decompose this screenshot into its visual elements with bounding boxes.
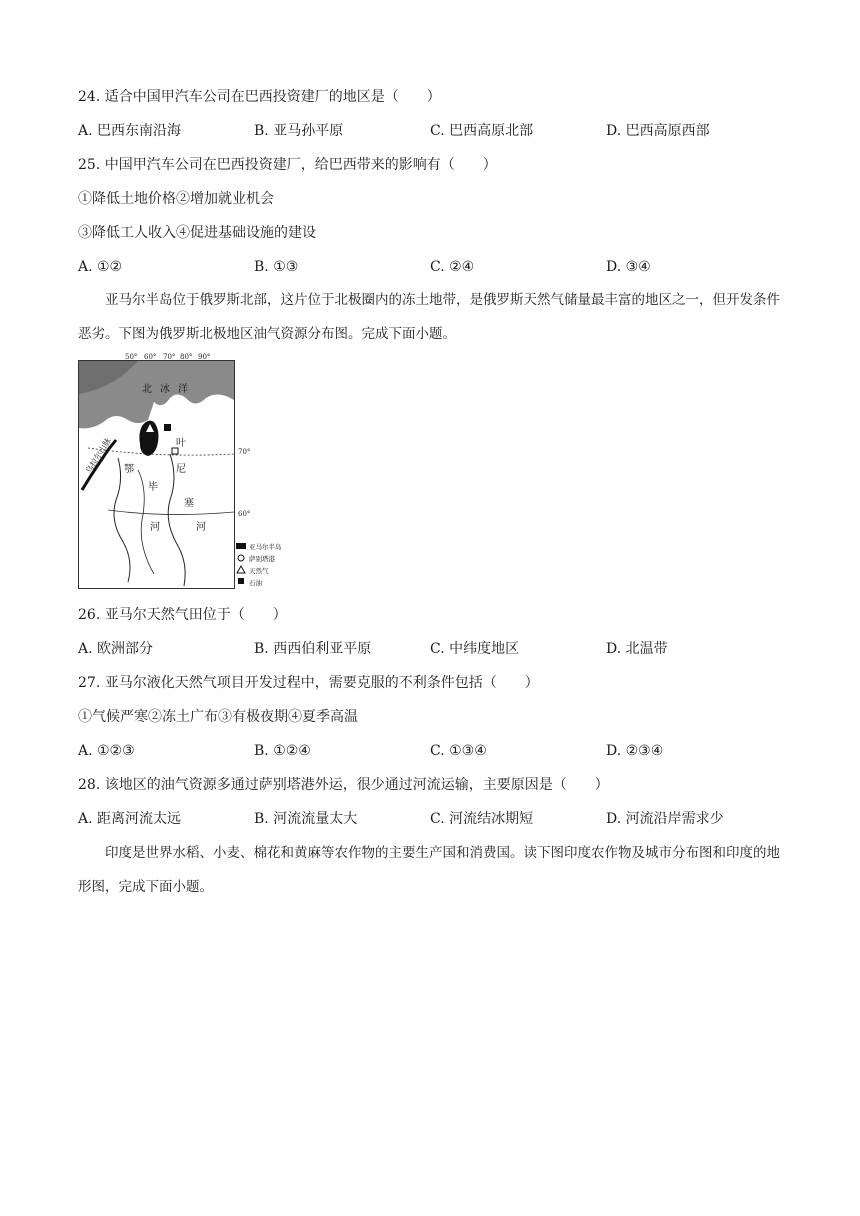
q24-option-c[interactable]: C. 巴西高原北部	[430, 123, 534, 139]
ocean-label: 北	[142, 384, 152, 395]
question-27-stem: 27. 亚马尔液化天然气项目开发过程中，需要克服的不利条件包括（ ）	[78, 675, 539, 691]
q27-option-c[interactable]: C. ①③④	[430, 743, 487, 759]
legend-label: 亚马尔半岛	[249, 543, 282, 551]
q27-statements: ①气候严寒②冻土广布③有极夜期④夏季高温	[78, 709, 358, 725]
q24-option-b[interactable]: B. 亚马孙平原	[254, 123, 344, 139]
q28-option-c[interactable]: C. 河流结冰期短	[430, 811, 534, 827]
legend-label: 石油	[249, 579, 262, 587]
ob-river-label: 鄂	[124, 464, 134, 475]
q27-option-b[interactable]: B. ①②④	[254, 743, 311, 759]
q26-option-a[interactable]: A. 欧洲部分	[78, 641, 154, 657]
legend-oil-icon	[238, 578, 244, 584]
q28-option-d[interactable]: D. 河流沿岸需求少	[606, 811, 724, 827]
q28-option-a[interactable]: A. 距离河流太远	[78, 811, 182, 827]
yenisei-river-label: 塞	[184, 498, 194, 509]
q24-option-a[interactable]: A. 巴西东南沿海	[78, 123, 182, 139]
lat-label: 70°	[238, 448, 251, 456]
q25-option-d[interactable]: D. ③④	[606, 259, 651, 275]
q24-option-d[interactable]: D. 巴西高原西部	[606, 123, 710, 139]
lat-label: 60°	[238, 510, 251, 518]
q25-option-a[interactable]: A. ①②	[78, 259, 123, 275]
reading-passage-yamal: 亚马尔半岛位于俄罗斯北部，这片位于北极圈内的冻土地带，是俄罗斯天然气储量最丰富的地区之一，但开发条件恶劣。下图为俄罗斯北极地区油气资源分布图。完成下面小题。	[78, 292, 780, 342]
legend-label: 萨别塔港	[249, 555, 275, 563]
ocean-label: 冰	[160, 384, 170, 395]
ural-mountains-label: 乌拉尔山脉	[84, 436, 113, 476]
q25-statements-1: ①降低土地价格②增加就业机会	[78, 191, 274, 207]
oil-marker	[164, 424, 171, 431]
q26-option-b[interactable]: B. 西西伯利亚平原	[254, 641, 372, 657]
legend-label: 天然气	[249, 567, 269, 575]
yenisei-river-label: 河	[196, 522, 206, 533]
q26-option-d[interactable]: D. 北温带	[606, 641, 668, 657]
yenisei-river-label: 叶	[176, 438, 186, 449]
reading-passage-india: 印度是世界水稻、小麦、棉花和黄麻等农作物的主要生产国和消费国。读下图印度农作物及城市分布图和印度的地形图，完成下面小题。	[78, 845, 780, 895]
arctic-oil-gas-map	[78, 350, 300, 590]
q27-option-a[interactable]: A. ①②③	[78, 743, 135, 759]
question-24-stem: 24. 适合中国甲汽车公司在巴西投资建厂的地区是（ ）	[78, 89, 441, 105]
q25-option-b[interactable]: B. ①③	[254, 259, 299, 275]
lon-label: 50°	[125, 353, 138, 361]
legend-gas-icon	[237, 566, 245, 573]
lon-label: 90°	[198, 353, 211, 361]
legend-swatch-yamal	[236, 543, 246, 549]
question-26-stem: 26. 亚马尔天然气田位于（ ）	[78, 607, 287, 623]
q28-option-b[interactable]: B. 河流流量太大	[254, 811, 358, 827]
question-25-stem: 25. 中国甲汽车公司在巴西投资建厂，给巴西带来的影响有（ ）	[78, 157, 497, 173]
yenisei-river-label: 尼	[176, 464, 186, 475]
q25-option-c[interactable]: C. ②④	[430, 259, 475, 275]
q26-option-c[interactable]: C. 中纬度地区	[430, 641, 520, 657]
lon-label: 60°	[144, 353, 157, 361]
legend-port-icon	[238, 555, 244, 561]
ob-river-label: 河	[150, 522, 160, 533]
question-28-stem: 28. 该地区的油气资源多通过萨别塔港外运，很少通过河流运输，主要原因是（ ）	[78, 777, 609, 793]
q27-option-d[interactable]: D. ②③④	[606, 743, 664, 759]
q25-statements-2: ③降低工人收入④促进基础设施的建设	[78, 225, 316, 241]
ocean-label: 洋	[178, 384, 188, 395]
ob-river-label: 毕	[148, 482, 158, 493]
lon-label: 80°	[180, 353, 193, 361]
lon-label: 70°	[163, 353, 176, 361]
